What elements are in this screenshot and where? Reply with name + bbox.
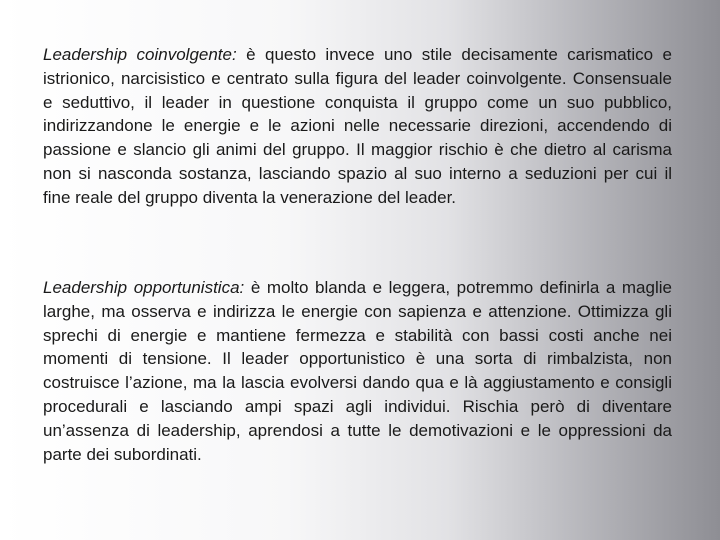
paragraph-leadership-coinvolgente (43, 43, 672, 210)
term-leadership-coinvolgente: Leadership coinvolgente: (43, 45, 237, 64)
paragraph-body-opportunistica: è molto blanda e leggera, potremmo definirla a maglie larghe, ma osserva e indirizza le energie con sapienza e attenzione. Ottimizza gli sprechi di energie e mantiene fermezza e stabilità con bassi costi anche nei momenti di tensione. Il leader opportunistico è una sorta di rimbalzista, non costruisce l’azione, ma la lascia evolversi dando qua e là aggiustamento e consigli procedurali e lasciando ampi spazi agli individui. Rischia però di diventare un’assenza di leadership, aprendosi a tutte le demotivazioni e le oppressioni da parte dei subordinati. (43, 278, 672, 464)
paragraph-leadership-opportunistica (43, 276, 672, 466)
term-leadership-opportunistica: Leadership opportunistica: (43, 278, 245, 297)
paragraph-body-coinvolgente: è questo invece uno stile decisamente carismatico e istrionico, narcisistico e centrato sulla figura del leader coinvolgente. Consensuale e seduttivo, il leader in questione conquista il gruppo come un suo pubblico, indirizzandone le energie e le azioni nelle necessarie direzioni, accendendo di passione e slancio gli animi del gruppo. Il maggior rischio è che dietro al carisma non si nasconda sostanza, lasciando spazio al suo interno a seduzioni per cui il fine reale del gruppo diventa la venerazione del leader. (43, 45, 673, 207)
